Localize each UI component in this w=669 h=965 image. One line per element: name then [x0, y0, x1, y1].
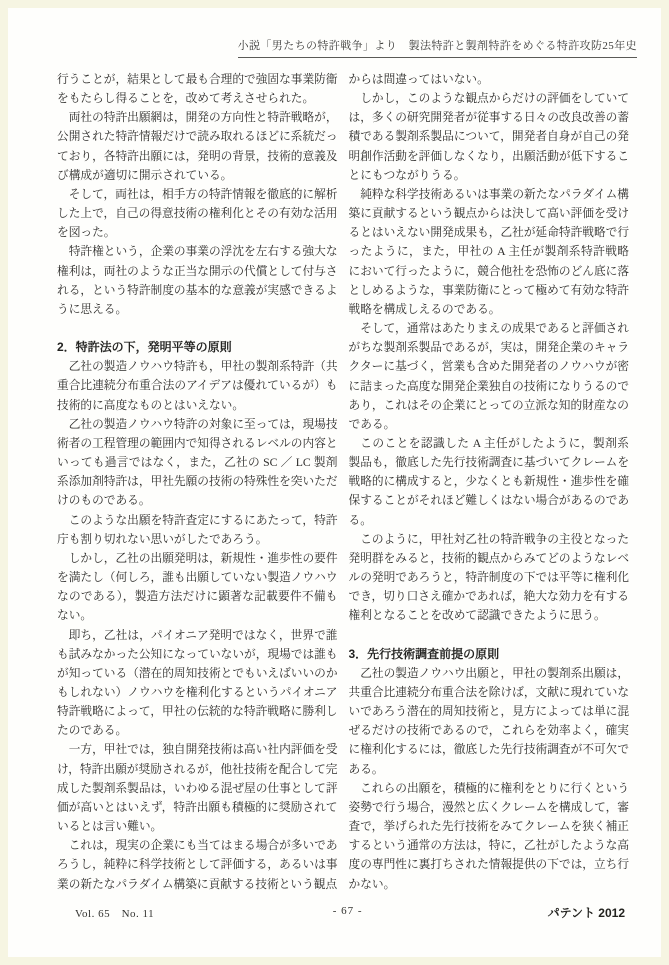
paragraph: このような出願を特許査定にするにあたって，特許庁も割り切れない思いがしたであろう。 [57, 513, 338, 546]
section-heading: 3．先行技術調査前提の原則 [348, 646, 500, 661]
right-column [349, 70, 630, 898]
article-body [57, 70, 629, 898]
paragraph: 一方，甲社では，独自開発技術は高い社内評価を受け，特許出願が奨励されるが，他社技術を配合して完成した製剤系製品は，いわゆる混ぜ屋の仕事として評価が高いとはいえず，特許出願も積極的に奨励されているとは言い難い。 [57, 743, 338, 834]
paragraph: 乙社の製造ノウハウ出願と，甲社の製剤系出願は，共重合比連続分布重合法を除けば，文献に現れていないであろう潜在的周知技術と，見方によっては単に混ぜるだけの技術であるので，これらを効率よく，確実に権利化するには，徹底した先行技術調査が不可欠である。 [348, 666, 629, 776]
paragraph: これらの出願を，積極的に権利をとりに行くという姿勢で行う場合，漫然と広くクレームを構成して，審査で，挙げられた先行技術をみてクレームを狭く補正するという通常の方法は，特に，乙社がしたような高度の専門性に裏打ちされた情報提供の下では，立ち行かない。 [348, 781, 629, 891]
paragraph: このことを認識した A 主任がしたように，製剤系製品も，徹底した先行技術調査に基づいてクレームを戦略的に構成すると，少なくとも新規性・進歩性を確保することがそれほど難しくはない場合があるのである。 [348, 436, 629, 527]
footer-volume-number: Vol. 65 No. 11 [75, 908, 155, 920]
paragraph: 純粋な科学技術あるいは事業の新たなパラダイム構築に貢献するという観点からは決して高い評価を受けるとはいえない開発成果も，乙社が延命特許戦略で行ったように，また，甲社の A 主任が製剤系特許戦略において行ったように，競合他社を恐怖のどん底に落としめるような，事業防衛にとって極めて有効な特許戦略を構成しえるのである。 [348, 187, 629, 316]
paragraph: 両社の特許出願網は，開発の方向性と特許戦略が，公開された特許情報だけで読み取れるほどに系統だっており，各特許出願には，発明の背景，技術的意義及び構成が適切に開示されている。 [57, 111, 338, 182]
footer-page-number: - 67 - [332, 905, 363, 917]
running-header-title: 小説「男たちの特許戦争」より 製法特許と製剤特許をめぐる特許攻防25年史 [238, 37, 637, 58]
paragraph: からは間違ってはいない。 [348, 73, 489, 86]
paragraph: そして，両社は，相手方の特許情報を徹底的に解析した上で，自己の得意技術の権利化とその有効な活用を図った。 [57, 187, 338, 240]
paragraph: これは，現実の企業にも当てはまる場合が多いであろうし，純粋に科学技術として評価する，あるいは事業の新たなパラダイム構築に貢献する技術という観点 [57, 839, 338, 891]
left-column [57, 70, 338, 898]
paragraph: しかし，このような観点からだけの評価をしていては，多くの研究開発者が従事する日々の改良改善の蓄積である製剤系製品について，開発者自身が自己の発明創作活動を評価しなくなり，出願活動が低下することにもつながりうる。 [348, 92, 629, 182]
paragraph: 乙社の製造ノウハウ特許も，甲社の製剤系特許（共重合比連続分布重合法のアイデアは優れているが）も技術的に高度なものとはいえない。 [57, 360, 338, 412]
paragraph: 行うことが，結果として最も合理的で強固な事業防衛をもたらし得ることを，改めて考えさせられた。 [57, 73, 338, 106]
paragraph: 乙社の製造ノウハウ特許の対象に至っては，現場技術者の工程管理の範囲内で知得されるレベルの内容といっても過言ではなく，また，乙社の SC ／ LC 製剤系添加剤特許は，甲社先願の技術の特殊性を突いただけのものである。 [57, 417, 338, 508]
document-page [8, 8, 661, 957]
running-header [8, 36, 637, 58]
paragraph: 即ち，乙社は，パイオニア発明ではなく，世界で誰も試みなかった公知になっていないが，現場では誰もが知っている（潜在的周知技術とでもいえばいいのかもしれない）ノウハウを権利化するというパイオニア特許戦略によって，甲社の伝統的な特許戦略に勝利したのである。 [57, 628, 338, 738]
footer-journal-name: パテント 2012 [547, 906, 625, 920]
section-heading: 2．特許法の下，発明平等の原則 [57, 340, 232, 355]
paragraph: このように，甲社対乙社の特許戦争の主役となった発明群をみると，技術的観点からみてどのようなレベルの発明であろうと，特許制度の下では平等に権利化でき，切り口さえ確かであれば，絶大な効力を有する権利となることを改めて認識できたように思う。 [348, 532, 629, 623]
paragraph: しかし，乙社の出願発明は，新規性・進歩性の要件を満たし（何しろ，誰も出願していない製造ノウハウなのである），製造方法だけに顕著な記載要件不備もない。 [57, 551, 338, 623]
paragraph: 特許権という，企業の事業の浮沈を左右する強大な権利は，両社のような正当な開示の代償として付与される，という特許制度の基本的な意義が実感できるように思える。 [57, 245, 338, 316]
paragraph: そして，通常はあたりまえの成果であると評価されがちな製剤系製品であるが，実は，開発企業のキャラクターに基づく，営業も含めた開発者のノウハウが密に詰まった高度な開発企業独自の技術になりうるのであり，これはその企業にとっての立派な知的財産なのである。 [348, 322, 629, 431]
page-footer [75, 905, 625, 924]
